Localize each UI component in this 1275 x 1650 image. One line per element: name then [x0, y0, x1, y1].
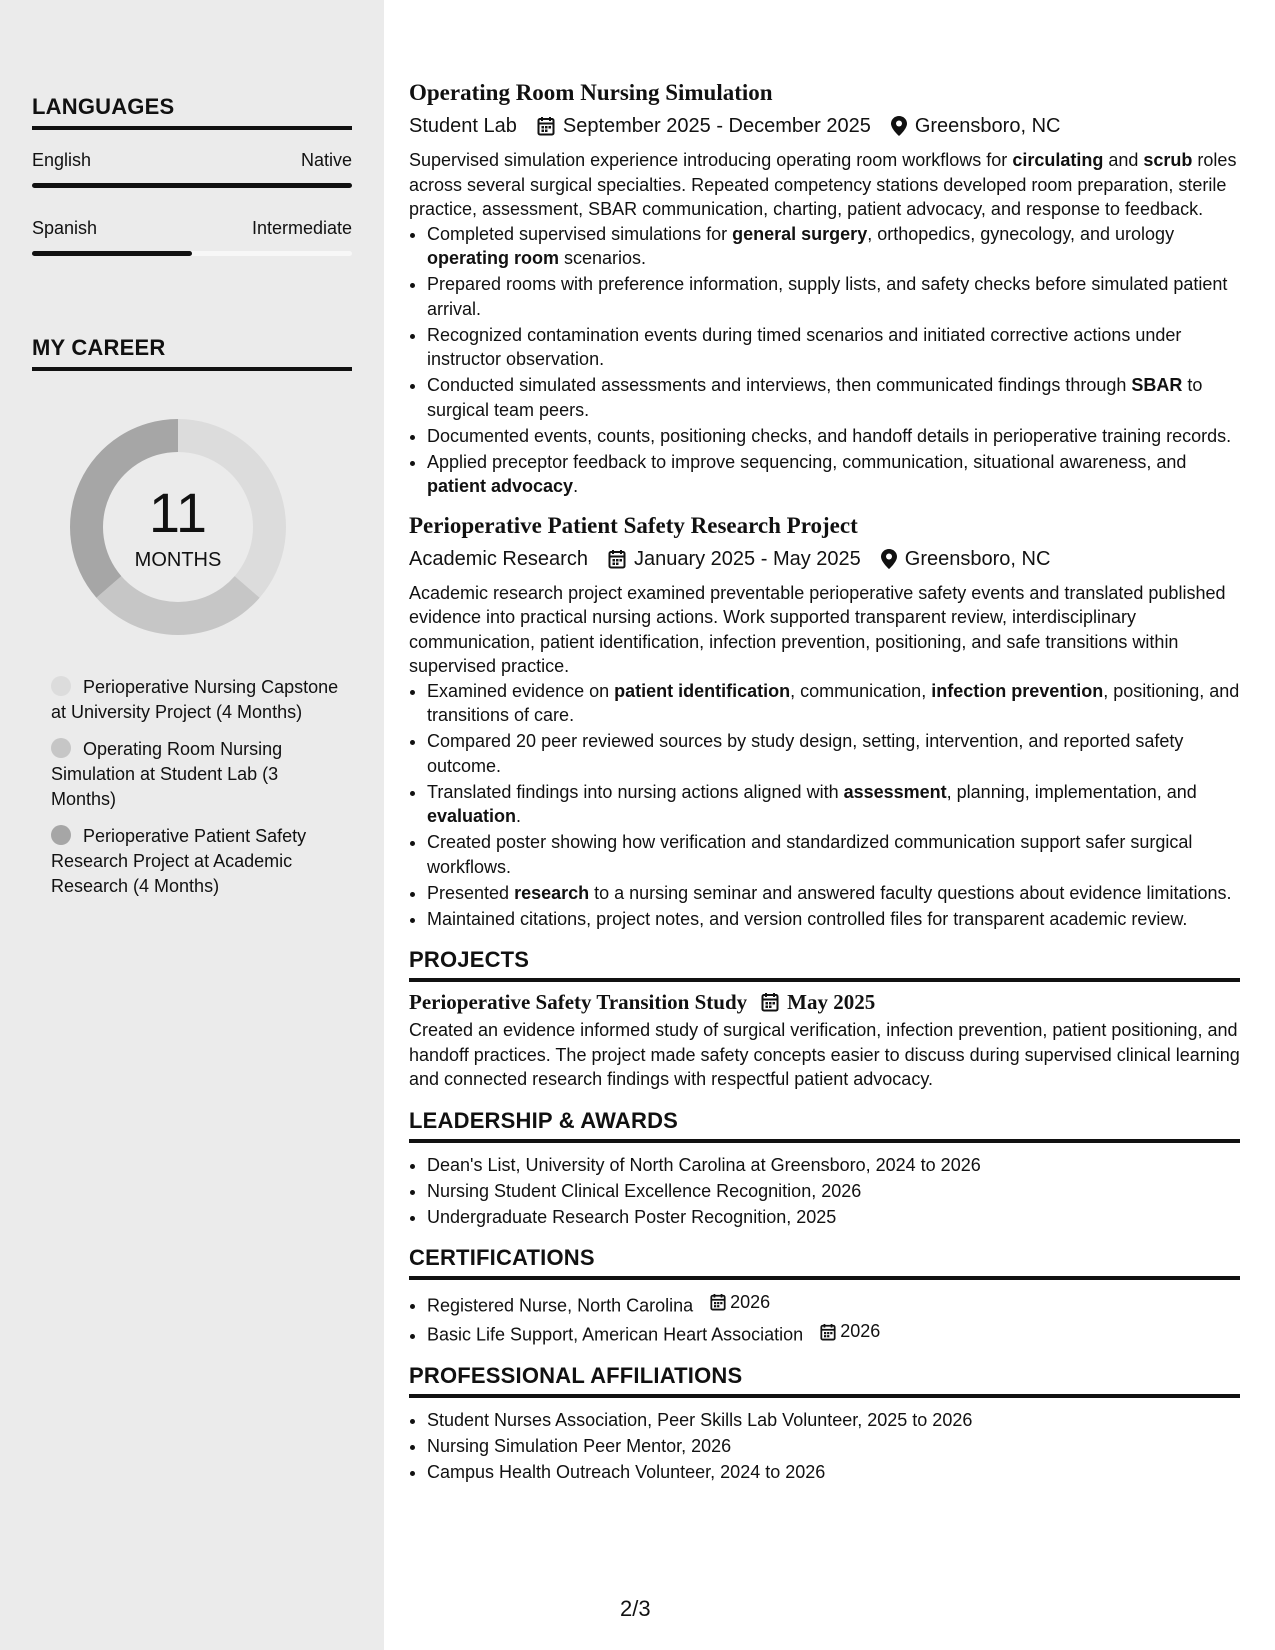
language-proficiency-fill	[32, 251, 192, 256]
entry-organization: Student Lab	[409, 115, 517, 137]
language-name: Spanish	[32, 218, 98, 238]
project-title: Perioperative Safety Transition Study	[409, 990, 748, 1014]
entry-dates: September 2025 - December 2025	[562, 115, 871, 137]
leadership-item: • Nursing Student Clinical Excellence Recognition, 2026	[427, 1179, 1240, 1204]
projects-heading: PROJECTS	[409, 947, 1240, 982]
career-total-unit: MONTHS	[134, 549, 222, 571]
language-item	[32, 150, 352, 188]
bullet-item: • Created poster showing how verification and standardized communication support safer surgical workflows.	[427, 830, 1240, 879]
certifications-section	[409, 1245, 1240, 1347]
career-legend	[51, 675, 341, 911]
bullet-item: • Compared 20 peer reviewed sources by study design, setting, intervention, and reported safety outcome.	[427, 729, 1240, 778]
bullet-item: • Translated findings into nursing actions aligned with assessment, planning, implementation, and evaluation.	[427, 780, 1240, 829]
entry-dates: January 2025 - May 2025	[633, 547, 861, 570]
bullet-item: • Documented events, counts, positioning checks, and handoff details in perioperative training records.	[427, 424, 1240, 449]
projects-section	[409, 947, 1240, 1092]
certification-name: Basic Life Support, American Heart Association	[427, 1324, 804, 1345]
entry-location: Greensboro, NC	[904, 547, 1051, 570]
map-pin-icon	[891, 116, 907, 136]
entry-organization: Academic Research	[409, 547, 588, 570]
entry-location: Greensboro, NC	[914, 115, 1061, 137]
legend-dot	[51, 676, 71, 696]
affiliations-section	[409, 1363, 1240, 1485]
leadership-list	[409, 1153, 1240, 1230]
entry-title: Operating Room Nursing Simulation	[409, 80, 773, 105]
certifications-list	[409, 1290, 1240, 1347]
language-item	[32, 218, 352, 256]
legend-dot	[51, 825, 71, 845]
map-pin-icon	[881, 549, 897, 569]
legend-label: Perioperative Nursing Capstone at University Project (4 Months)	[51, 677, 339, 722]
certification-year: 2026	[840, 1321, 881, 1342]
legend-label: Operating Room Nursing Simulation at Student Lab (3 Months)	[51, 739, 283, 809]
experience-entry	[409, 78, 1240, 499]
leadership-item: • Undergraduate Research Poster Recognition, 2025	[427, 1205, 1240, 1230]
legend-label: Perioperative Patient Safety Research Project at Academic Research (4 Months)	[51, 826, 307, 896]
bullet-item: • Completed supervised simulations for general surgery, orthopedics, gynecology, and urology operating room scenarios.	[427, 222, 1240, 271]
entry-meta	[409, 545, 1240, 573]
legend-item	[51, 824, 341, 899]
calendar-icon	[820, 1323, 836, 1341]
bullet-item: • Recognized contamination events during timed scenarios and initiated corrective actions under instructor observation.	[427, 323, 1240, 372]
main-content	[409, 78, 1240, 1486]
leadership-item: • Dean's List, University of North Carolina at Greensboro, 2024 to 2026	[427, 1153, 1240, 1178]
experience-entry	[409, 511, 1240, 932]
career-heading: MY CAREER	[32, 335, 352, 371]
project-date: May 2025	[787, 990, 876, 1014]
languages-section	[32, 94, 352, 256]
calendar-icon	[710, 1293, 726, 1311]
bullet-item: • Prepared rooms with preference information, supply lists, and safety checks before simulated patient arrival.	[427, 272, 1240, 321]
language-proficiency-fill	[32, 183, 352, 188]
calendar-icon	[761, 992, 779, 1012]
bullet-item: • Examined evidence on patient identification, communication, infection prevention, positioning, and transitions of care.	[427, 679, 1240, 728]
leadership-section	[409, 1108, 1240, 1230]
language-name: English	[32, 150, 92, 170]
bullet-item: • Presented research to a nursing seminar and answered faculty questions about evidence limitations.	[427, 881, 1240, 906]
affiliations-list	[409, 1408, 1240, 1485]
donut-center	[64, 413, 292, 641]
entry-summary: Academic research project examined preventable perioperative safety events and translated published evidence into practical nursing actions. Work supported transparent review, interdisciplinary communication, patient identification, infection prevention, positioning, and safe transitions within supervised practice.	[409, 582, 1226, 676]
legend-dot	[51, 738, 71, 758]
entry-summary: Supervised simulation experience introducing operating room workflows for circulating and scrub roles across several surgical specialties. Repeated competency stations developed room preparation, sterile practice, assessment, SBAR communication, charting, patient advocacy, and response to feedback.	[409, 150, 1237, 219]
project-description: Created an evidence informed study of surgical verification, infection prevention, patient positioning, and handoff practices. The project made safety concepts easier to discuss during supervised clinical learning and connected research findings with respectful patient advocacy.	[409, 1020, 1240, 1089]
calendar-icon	[608, 549, 626, 569]
affiliation-item: • Student Nurses Association, Peer Skills Lab Volunteer, 2025 to 2026	[427, 1408, 1240, 1433]
career-total-months: 11	[148, 481, 208, 544]
affiliation-item: • Campus Health Outreach Volunteer, 2024 to 2026	[427, 1460, 1240, 1485]
language-level: Native	[300, 150, 352, 170]
calendar-icon	[537, 116, 555, 136]
career-donut-chart	[64, 413, 292, 641]
certifications-heading: CERTIFICATIONS	[409, 1245, 1240, 1280]
certification-year: 2026	[730, 1292, 771, 1312]
bullet-item: • Applied preceptor feedback to improve sequencing, communication, situational awareness, and patient advocacy.	[427, 450, 1240, 499]
affiliation-item: • Nursing Simulation Peer Mentor, 2026	[427, 1434, 1240, 1459]
language-level: Intermediate	[251, 218, 352, 238]
language-proficiency-bar	[32, 183, 352, 188]
certification-item	[427, 1290, 1240, 1318]
certification-item	[427, 1319, 1240, 1347]
entry-meta	[409, 112, 1240, 140]
leadership-heading: LEADERSHIP & AWARDS	[409, 1108, 1240, 1143]
bullet-item: • Maintained citations, project notes, and version controlled files for transparent academic review.	[427, 907, 1240, 932]
project-title-row	[409, 988, 1240, 1016]
page-number: 2/3	[620, 1596, 651, 1621]
certification-name: Registered Nurse, North Carolina	[427, 1295, 694, 1316]
entry-bullets	[409, 222, 1240, 499]
affiliations-heading: PROFESSIONAL AFFILIATIONS	[409, 1363, 1240, 1398]
career-section	[32, 335, 352, 371]
entry-bullets	[409, 679, 1240, 932]
sidebar	[0, 0, 384, 1650]
language-proficiency-bar	[32, 251, 352, 256]
bullet-item: • Conducted simulated assessments and interviews, then communicated findings through SBAR to surgical team peers.	[427, 373, 1240, 422]
entry-title: Perioperative Patient Safety Research Project	[409, 512, 858, 538]
legend-item	[51, 737, 341, 812]
languages-heading: LANGUAGES	[32, 94, 352, 130]
legend-item	[51, 675, 341, 725]
